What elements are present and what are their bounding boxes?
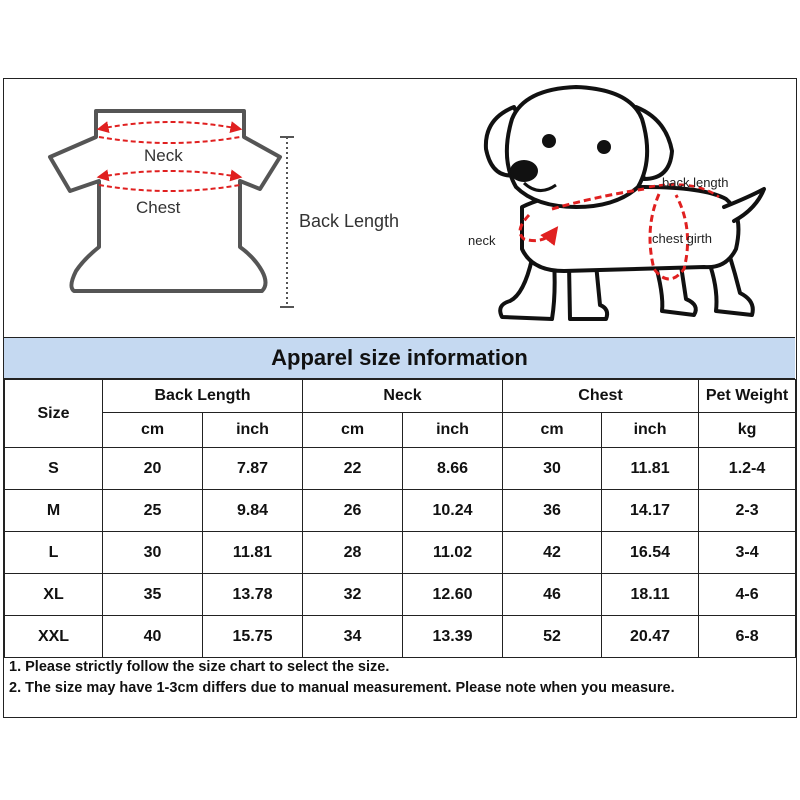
unit-header: cm — [103, 413, 203, 448]
dog-neck-label: neck — [468, 233, 496, 248]
unit-header: inch — [203, 413, 303, 448]
table-cell: 1.2-4 — [699, 448, 796, 490]
table-cell: 30 — [103, 532, 203, 574]
table-row — [5, 574, 796, 616]
shirt-neck-label: Neck — [144, 146, 183, 165]
table-cell: 40 — [103, 616, 203, 658]
table-cell: 16.54 — [602, 532, 699, 574]
size-cell: XXL — [5, 616, 103, 658]
table-cell: 14.17 — [602, 490, 699, 532]
pet-weight-header: Pet Weight — [699, 380, 796, 413]
table-cell: 18.11 — [602, 574, 699, 616]
shirt-chest-label: Chest — [136, 198, 181, 217]
table-row — [5, 448, 796, 490]
dog-back-length-label: back length — [662, 175, 729, 190]
table-cell: 32 — [303, 574, 403, 616]
table-cell: 42 — [503, 532, 602, 574]
dog-illustration — [486, 87, 764, 319]
table-cell: 12.60 — [403, 574, 503, 616]
table-cell: 30 — [503, 448, 602, 490]
neck-header: Neck — [303, 380, 503, 413]
table-cell: 46 — [503, 574, 602, 616]
size-chart-frame — [3, 78, 797, 718]
table-cell: 25 — [103, 490, 203, 532]
table-cell: 10.24 — [403, 490, 503, 532]
back-length-header: Back Length — [103, 380, 303, 413]
table-cell: 52 — [503, 616, 602, 658]
table-cell: 8.66 — [403, 448, 503, 490]
unit-header: inch — [403, 413, 503, 448]
table-cell: 6-8 — [699, 616, 796, 658]
unit-header: cm — [303, 413, 403, 448]
size-header: Size — [5, 380, 103, 448]
table-row — [5, 532, 796, 574]
table-cell: 4-6 — [699, 574, 796, 616]
table-cell: 26 — [303, 490, 403, 532]
dog-chest-girth-label: chest girth — [652, 231, 712, 246]
table-cell: 20 — [103, 448, 203, 490]
size-notes — [4, 657, 795, 699]
note-line: 1. Please strictly follow the size chart to select the size. — [9, 659, 390, 675]
table-cell: 34 — [303, 616, 403, 658]
table-cell: 20.47 — [602, 616, 699, 658]
note-line: 2. The size may have 1-3cm differs due to manual measurement. Please note when you measure. — [9, 680, 675, 696]
table-cell: 35 — [103, 574, 203, 616]
table-cell: 9.84 — [203, 490, 303, 532]
table-row — [5, 616, 796, 658]
table-cell: 11.81 — [602, 448, 699, 490]
size-table — [4, 379, 796, 658]
unit-header: cm — [503, 413, 602, 448]
table-row — [5, 490, 796, 532]
table-cell: 36 — [503, 490, 602, 532]
table-cell: 13.39 — [403, 616, 503, 658]
table-cell: 7.87 — [203, 448, 303, 490]
table-cell: 11.02 — [403, 532, 503, 574]
size-cell: XL — [5, 574, 103, 616]
table-cell: 28 — [303, 532, 403, 574]
table-cell: 15.75 — [203, 616, 303, 658]
size-cell: S — [5, 448, 103, 490]
chest-header: Chest — [503, 380, 699, 413]
back-length-label: Back Length — [299, 211, 400, 231]
unit-header: kg — [699, 413, 796, 448]
table-title: Apparel size information — [4, 337, 795, 379]
size-cell: L — [5, 532, 103, 574]
table-cell: 3-4 — [699, 532, 796, 574]
table-cell: 2-3 — [699, 490, 796, 532]
table-cell: 11.81 — [203, 532, 303, 574]
table-cell: 22 — [303, 448, 403, 490]
table-cell: 13.78 — [203, 574, 303, 616]
unit-header: inch — [602, 413, 699, 448]
measurement-diagram — [4, 79, 795, 337]
size-cell: M — [5, 490, 103, 532]
